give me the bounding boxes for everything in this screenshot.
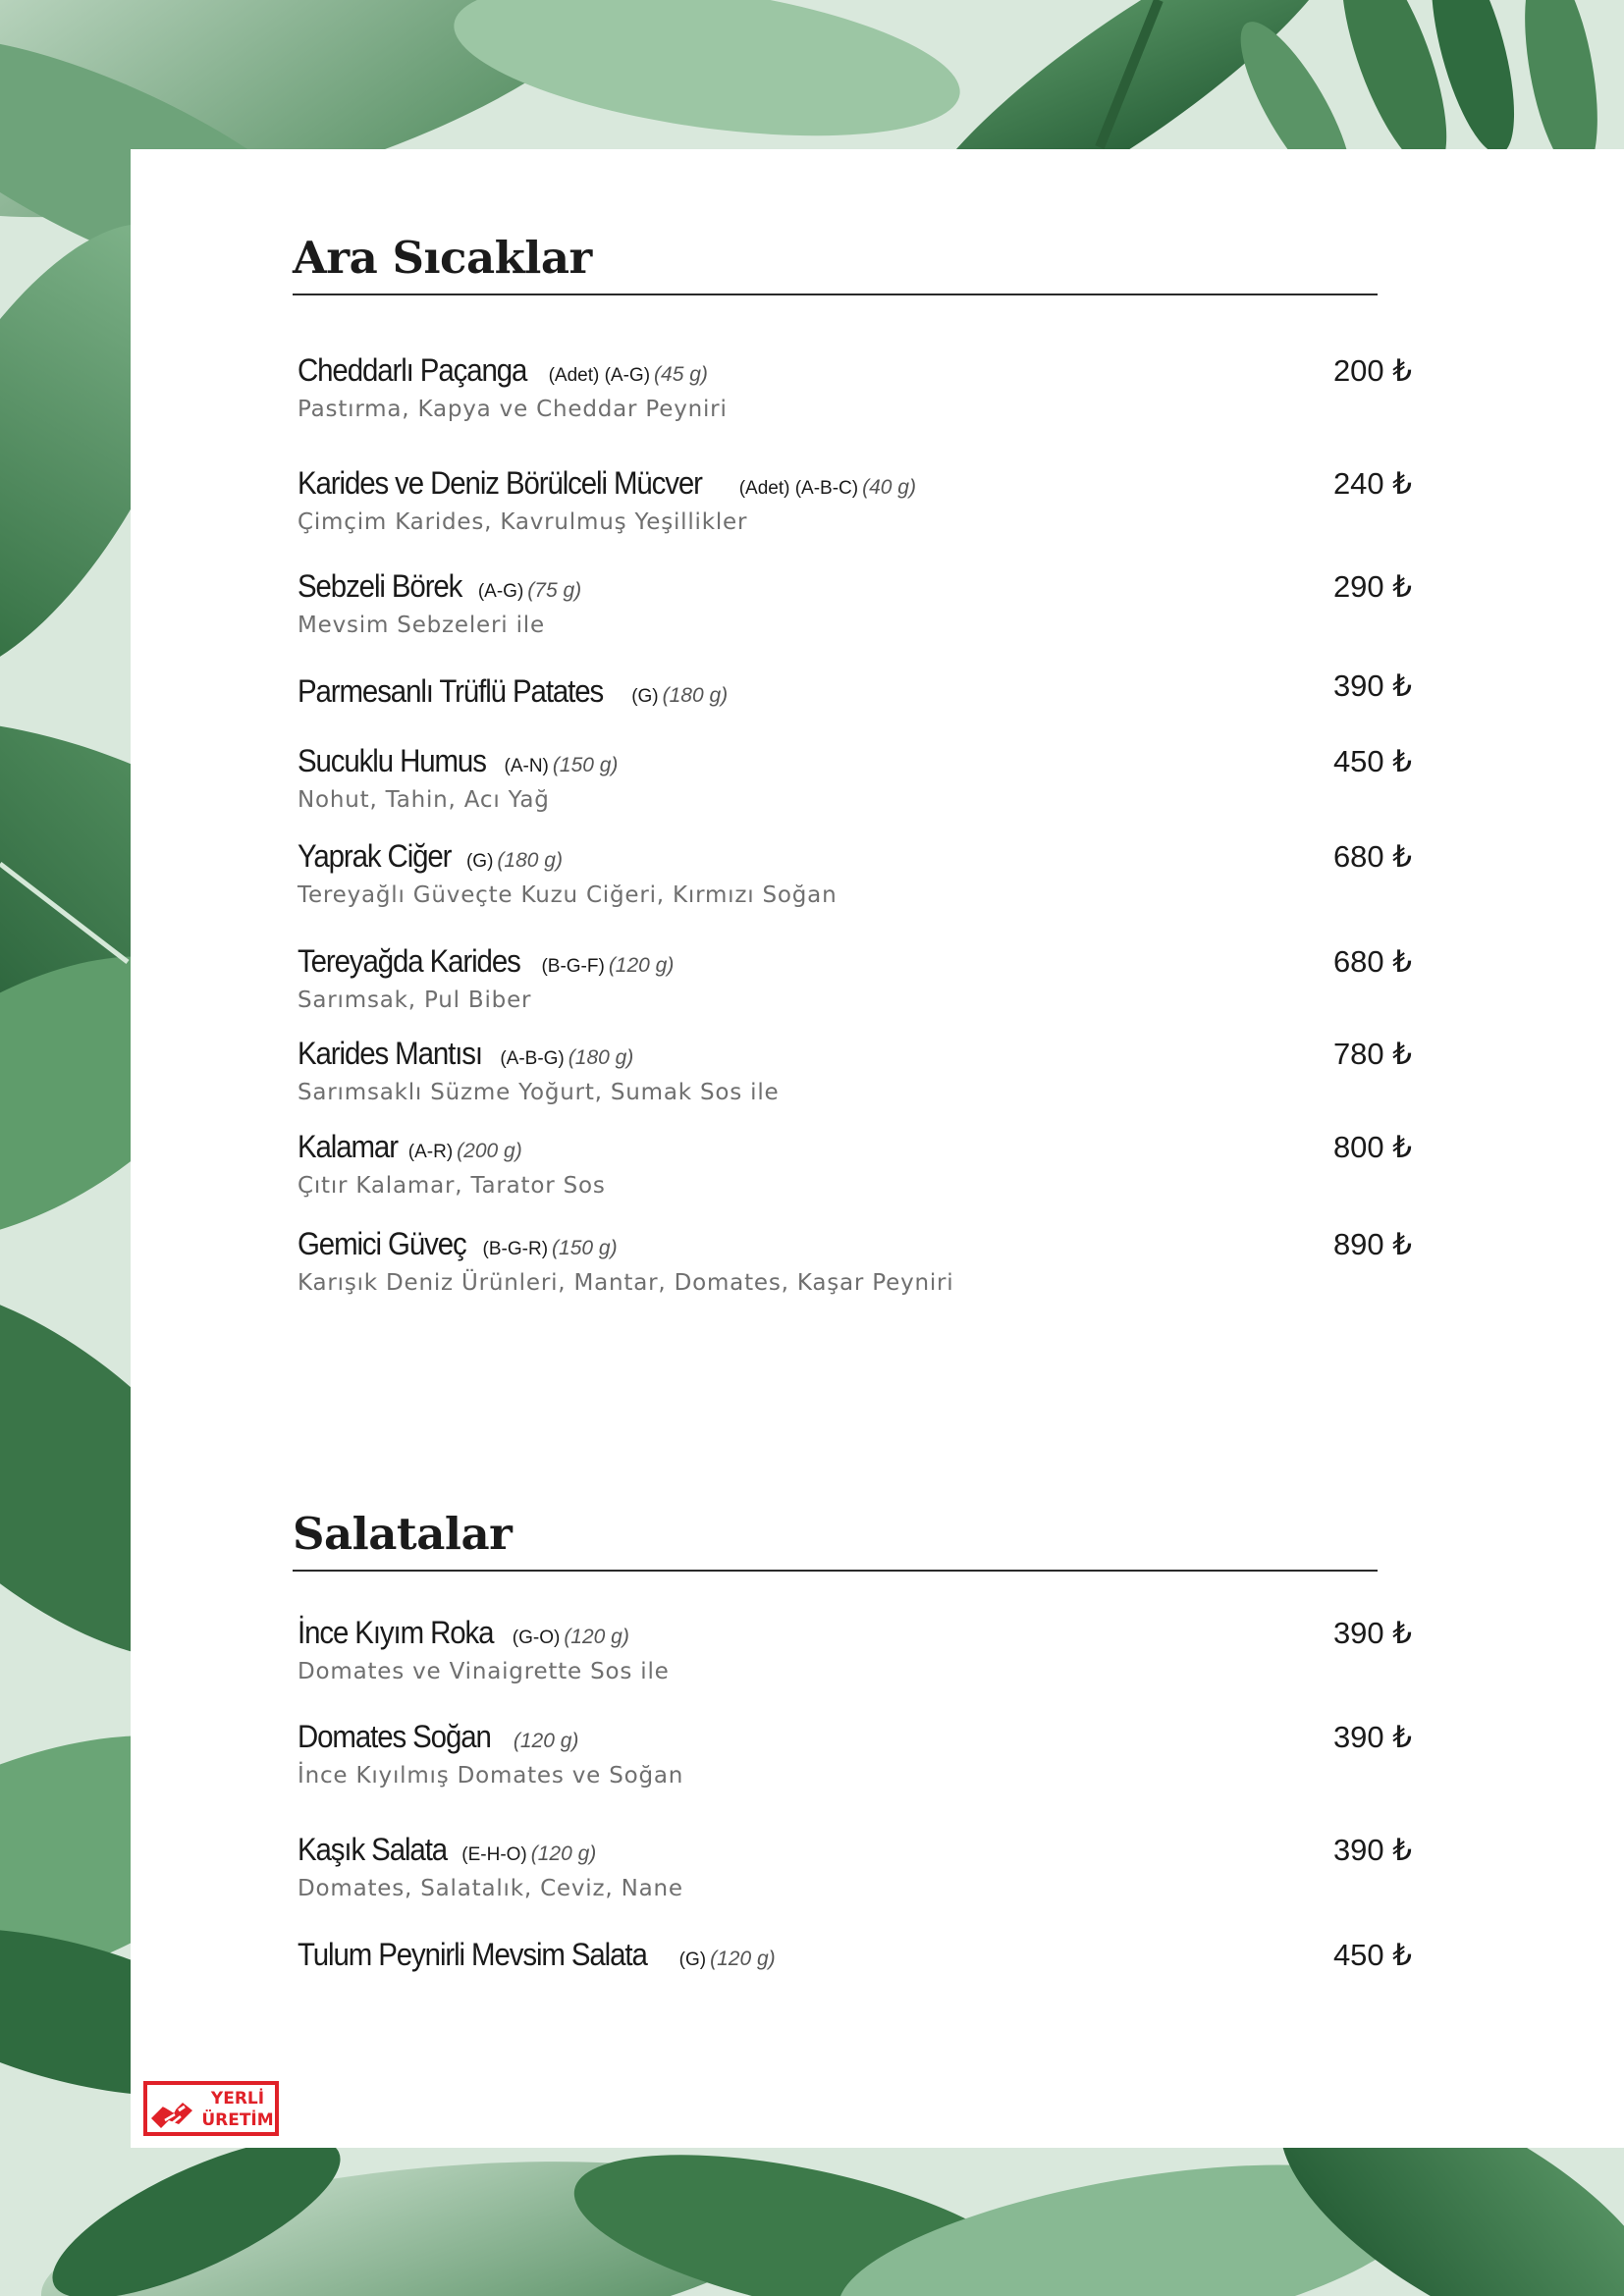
item-weight: (150 g)	[552, 1237, 618, 1259]
item-description: Çimçim Karides, Kavrulmuş Yeşillikler	[298, 509, 748, 536]
badge-line-2: ÜRETİM	[201, 2110, 274, 2130]
item-price: 780 ₺	[1332, 1037, 1412, 1071]
item-price: 450 ₺	[1332, 1938, 1412, 1972]
item-description: Karışık Deniz Ürünleri, Mantar, Domates, Kaşar Peyniri	[298, 1270, 954, 1297]
item-description: Sarımsaklı Süzme Yoğurt, Sumak Sos ile	[298, 1080, 780, 1106]
item-allergens: (Adet) (A-G)	[548, 365, 651, 386]
item-price: 390 ₺	[1332, 1616, 1412, 1650]
menu-item	[298, 1720, 1412, 1789]
menu-item	[298, 569, 1412, 638]
section-ara-sicaklar	[293, 232, 1378, 295]
item-allergens: (A-N)	[504, 756, 549, 776]
item-description: Mevsim Sebzeleri ile	[298, 613, 545, 639]
item-weight: (180 g)	[662, 684, 729, 707]
item-name: Cheddarlı Paçanga	[298, 352, 527, 388]
menu-item	[298, 1130, 1412, 1199]
section-title: Salatalar	[293, 1512, 1378, 1572]
menu-item	[298, 1938, 1412, 1972]
item-name: Sebzeli Börek	[298, 568, 462, 604]
item-weight: (75 g)	[527, 579, 582, 602]
item-allergens: (B-G-R)	[482, 1239, 549, 1259]
item-price: 890 ₺	[1332, 1227, 1412, 1261]
item-weight: (120 g)	[513, 1730, 579, 1752]
item-weight: (180 g)	[497, 849, 563, 872]
item-allergens: (G-O)	[512, 1628, 561, 1648]
section-title: Ara Sıcaklar	[293, 236, 1378, 295]
item-name: Domates Soğan	[298, 1719, 491, 1754]
item-price: 200 ₺	[1332, 353, 1412, 388]
item-description: Domates, Salatalık, Ceviz, Nane	[298, 1876, 683, 1902]
item-price: 390 ₺	[1332, 1833, 1412, 1867]
item-price: 680 ₺	[1332, 839, 1412, 874]
item-price: 240 ₺	[1332, 466, 1412, 501]
item-price: 290 ₺	[1332, 569, 1412, 604]
item-description: İnce Kıyılmış Domates ve Soğan	[298, 1763, 684, 1789]
item-allergens: (A-R)	[407, 1142, 454, 1162]
item-description: Tereyağlı Güveçte Kuzu Ciğeri, Kırmızı Soğan	[298, 882, 838, 909]
badge-line-1: YERLİ	[210, 2089, 265, 2109]
menu-item	[298, 353, 1412, 422]
hands-icon	[149, 2091, 200, 2132]
item-name: Tulum Peynirli Mevsim Salata	[298, 1937, 647, 1972]
item-weight: (40 g)	[862, 476, 916, 499]
item-name: Kaşık Salata	[298, 1832, 448, 1867]
item-name: Sucuklu Humus	[298, 743, 486, 778]
menu-item	[298, 1227, 1412, 1296]
item-name: İnce Kıyım Roka	[298, 1615, 494, 1650]
section-salatalar	[293, 1508, 1378, 1572]
item-price: 450 ₺	[1332, 744, 1412, 778]
item-name: Karides Mantısı	[298, 1036, 482, 1071]
item-allergens: (G)	[465, 851, 494, 872]
item-allergens: (G)	[678, 1949, 707, 1970]
item-description: Çıtır Kalamar, Tarator Sos	[298, 1173, 606, 1200]
item-price: 680 ₺	[1332, 944, 1412, 979]
item-description: Domates ve Vinaigrette Sos ile	[298, 1659, 670, 1685]
item-allergens: (G)	[631, 686, 659, 707]
item-allergens: (A-G)	[477, 581, 524, 602]
item-price: 390 ₺	[1332, 668, 1412, 703]
item-price: 800 ₺	[1332, 1130, 1412, 1164]
item-weight: (120 g)	[608, 954, 675, 977]
item-name: Yaprak Ciğer	[298, 838, 452, 874]
menu-item	[298, 466, 1412, 535]
item-weight: (120 g)	[564, 1626, 629, 1648]
item-name: Parmesanlı Trüflü Patates	[298, 673, 604, 709]
menu-item	[298, 1616, 1412, 1684]
item-name: Karides ve Deniz Börülceli Mücver	[298, 465, 702, 501]
item-name: Gemici Güveç	[298, 1226, 466, 1261]
menu-item	[298, 668, 1412, 709]
menu-item	[298, 744, 1412, 813]
menu-item	[298, 839, 1412, 908]
menu-item	[298, 944, 1412, 1013]
menu-item	[298, 1833, 1412, 1901]
item-allergens: (B-G-F)	[541, 956, 605, 977]
item-description: Pastırma, Kapya ve Cheddar Peyniri	[298, 397, 728, 423]
yerli-uretim-badge	[143, 2081, 279, 2136]
item-weight: (200 g)	[457, 1140, 522, 1162]
item-name: Tereyağda Karides	[298, 943, 520, 979]
item-name: Kalamar	[298, 1129, 398, 1164]
item-weight: (45 g)	[654, 363, 708, 386]
item-allergens: (A-B-G)	[500, 1048, 565, 1069]
item-weight: (150 g)	[552, 754, 619, 776]
item-price: 390 ₺	[1332, 1720, 1412, 1754]
item-allergens: (E-H-O)	[461, 1844, 527, 1865]
item-allergens: (Adet) (A-B-C)	[738, 478, 859, 499]
item-weight: (180 g)	[568, 1046, 634, 1069]
menu-item	[298, 1037, 1412, 1105]
item-weight: (120 g)	[710, 1948, 776, 1970]
item-weight: (120 g)	[530, 1842, 597, 1865]
item-description: Nohut, Tahin, Acı Yağ	[298, 787, 550, 814]
item-description: Sarımsak, Pul Biber	[298, 988, 532, 1014]
